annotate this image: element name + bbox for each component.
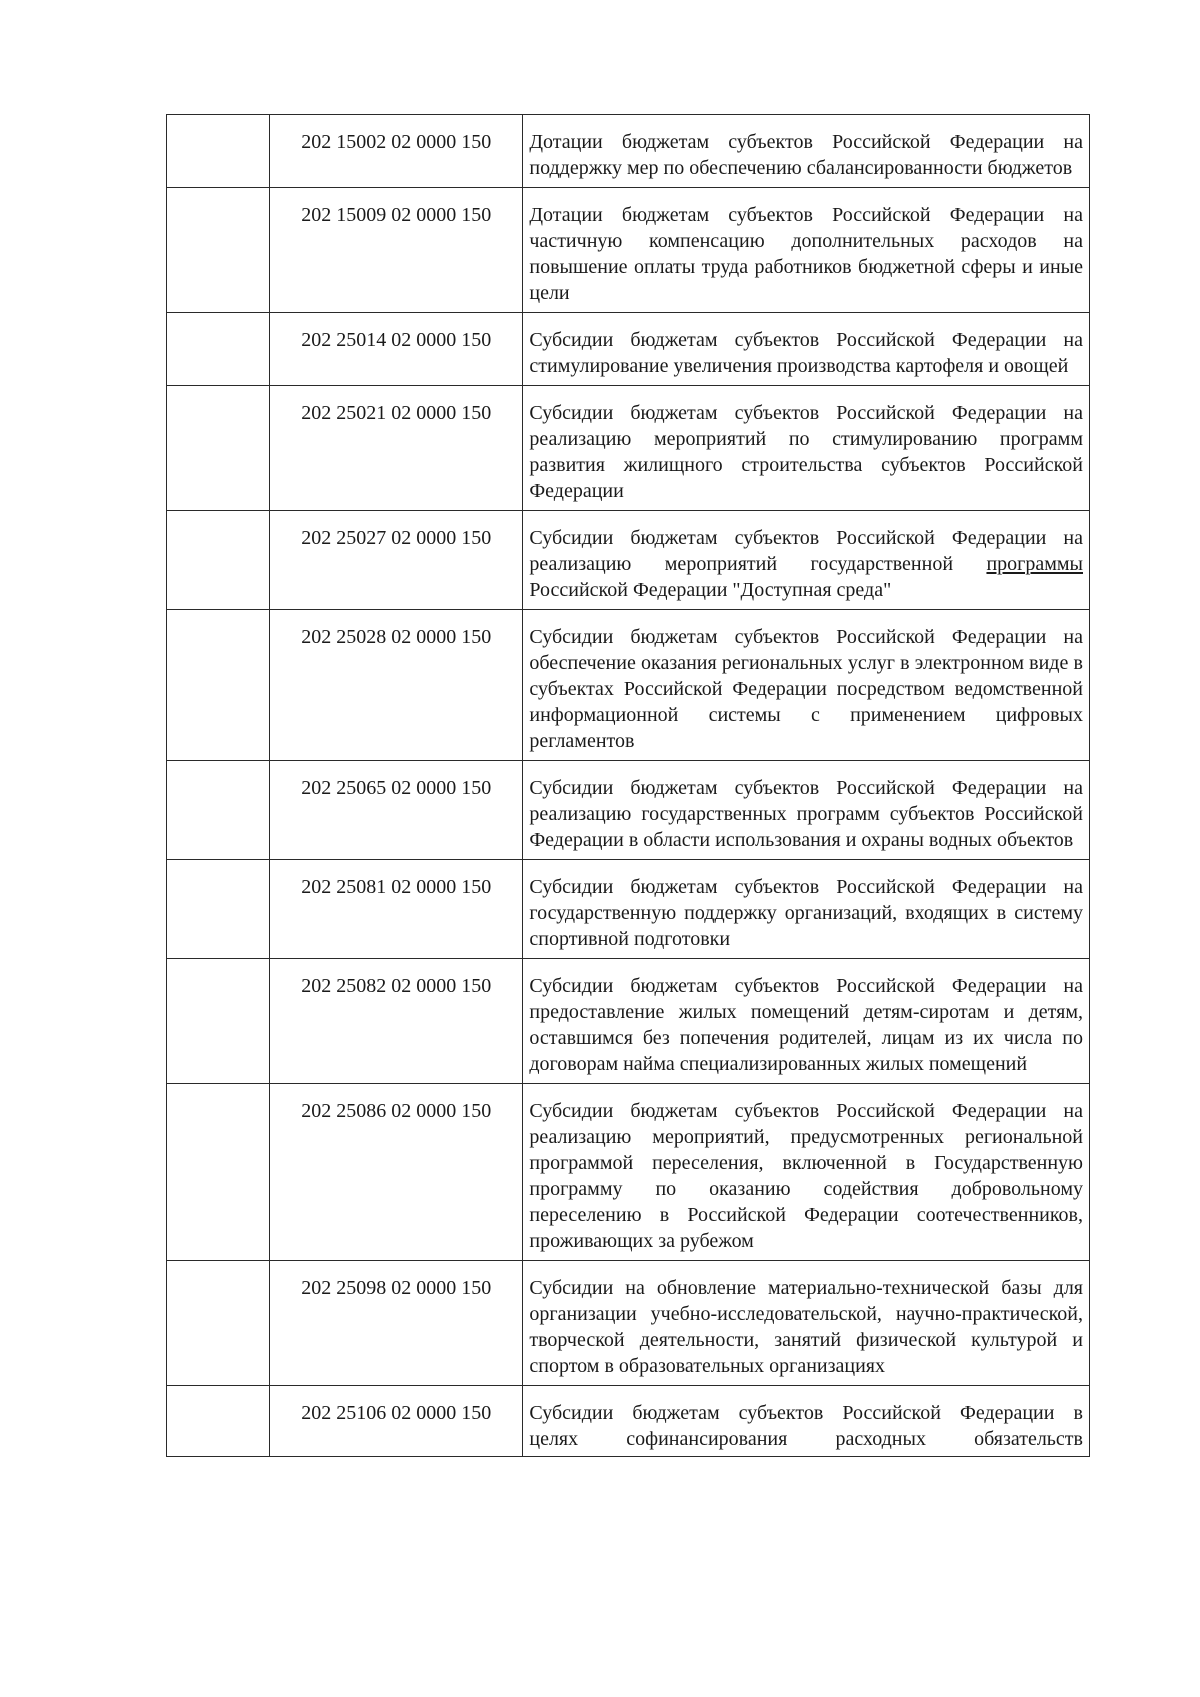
budget-codes-table [166, 114, 1090, 1457]
budget-code: 202 25086 02 0000 150 [270, 1084, 523, 1261]
budget-code: 202 25106 02 0000 150 [270, 1386, 523, 1457]
description-text-end: Российской Федерации "Доступная среда" [529, 579, 892, 601]
table-row [167, 115, 1090, 188]
budget-code: 202 25065 02 0000 150 [270, 761, 523, 860]
budget-description [523, 1386, 1090, 1457]
budget-description: Субсидии бюджетам субъектов Российской Федерации на обеспечение оказания региональных услуг в электронном виде в субъектах Российской Федерации посредством ведомственной информационной системы с применением цифровых регламентов [523, 610, 1090, 761]
budget-code: 202 25014 02 0000 150 [270, 313, 523, 386]
budget-code: 202 15009 02 0000 150 [270, 188, 523, 313]
empty-cell [167, 188, 270, 313]
budget-code: 202 25021 02 0000 150 [270, 386, 523, 511]
description-line: Субсидии бюджетам субъектов Российской Федерации в [529, 1402, 1083, 1424]
description-text-start: Субсидии бюджетам субъектов Российской Федерации на реализацию мероприятий государственной [529, 527, 1083, 575]
empty-cell [167, 1386, 270, 1457]
table-row [167, 761, 1090, 860]
empty-cell [167, 610, 270, 761]
budget-code: 202 25028 02 0000 150 [270, 610, 523, 761]
empty-cell [167, 761, 270, 860]
empty-cell [167, 115, 270, 188]
empty-cell [167, 386, 270, 511]
budget-code: 202 25027 02 0000 150 [270, 511, 523, 610]
table-row [167, 860, 1090, 959]
table-row [167, 1084, 1090, 1261]
empty-cell [167, 313, 270, 386]
budget-code: 202 25081 02 0000 150 [270, 860, 523, 959]
table-row [167, 610, 1090, 761]
budget-description [523, 511, 1090, 610]
budget-description: Дотации бюджетам субъектов Российской Федерации на поддержку мер по обеспечению сбалансированности бюджетов [523, 115, 1090, 188]
budget-code: 202 15002 02 0000 150 [270, 115, 523, 188]
empty-cell [167, 959, 270, 1084]
budget-description: Дотации бюджетам субъектов Российской Федерации на частичную компенсацию дополнительных расходов на повышение оплаты труда работников бюджетной сферы и иные цели [523, 188, 1090, 313]
description-line: целях софинансирования расходных обязательств [529, 1428, 1083, 1450]
table-row [167, 188, 1090, 313]
table-row [167, 1261, 1090, 1386]
table-row [167, 511, 1090, 610]
budget-description: Субсидии бюджетам субъектов Российской Федерации на реализацию мероприятий по стимулированию программ развития жилищного строительства субъектов Российской Федерации [523, 386, 1090, 511]
budget-description: Субсидии бюджетам субъектов Российской Федерации на реализацию мероприятий, предусмотренных региональной программой переселения, включенной в Государственную программу по оказанию содействия добровольному переселению в Российской Федерации соотечественников, проживающих за рубежом [523, 1084, 1090, 1261]
empty-cell [167, 1084, 270, 1261]
table-row [167, 313, 1090, 386]
budget-description: Субсидии бюджетам субъектов Российской Федерации на стимулирование увеличения производства картофеля и овощей [523, 313, 1090, 386]
budget-description: Субсидии бюджетам субъектов Российской Федерации на государственную поддержку организаций, входящих в систему спортивной подготовки [523, 860, 1090, 959]
program-link[interactable]: программы [986, 553, 1083, 575]
empty-cell [167, 511, 270, 610]
budget-description: Субсидии бюджетам субъектов Российской Федерации на реализацию государственных программ субъектов Российской Федерации в области использования и охраны водных объектов [523, 761, 1090, 860]
budget-code: 202 25082 02 0000 150 [270, 959, 523, 1084]
empty-cell [167, 860, 270, 959]
table-row [167, 1386, 1090, 1457]
budget-description: Субсидии на обновление материально-технической базы для организации учебно-исследовательской, научно-практической, творческой деятельности, занятий физической культурой и спортом в образовательных организациях [523, 1261, 1090, 1386]
budget-description: Субсидии бюджетам субъектов Российской Федерации на предоставление жилых помещений детям-сиротам и детям, оставшимся без попечения родителей, лицам из их числа по договорам найма специализированных жилых помещений [523, 959, 1090, 1084]
table-row [167, 386, 1090, 511]
empty-cell [167, 1261, 270, 1386]
budget-code: 202 25098 02 0000 150 [270, 1261, 523, 1386]
table-row [167, 959, 1090, 1084]
